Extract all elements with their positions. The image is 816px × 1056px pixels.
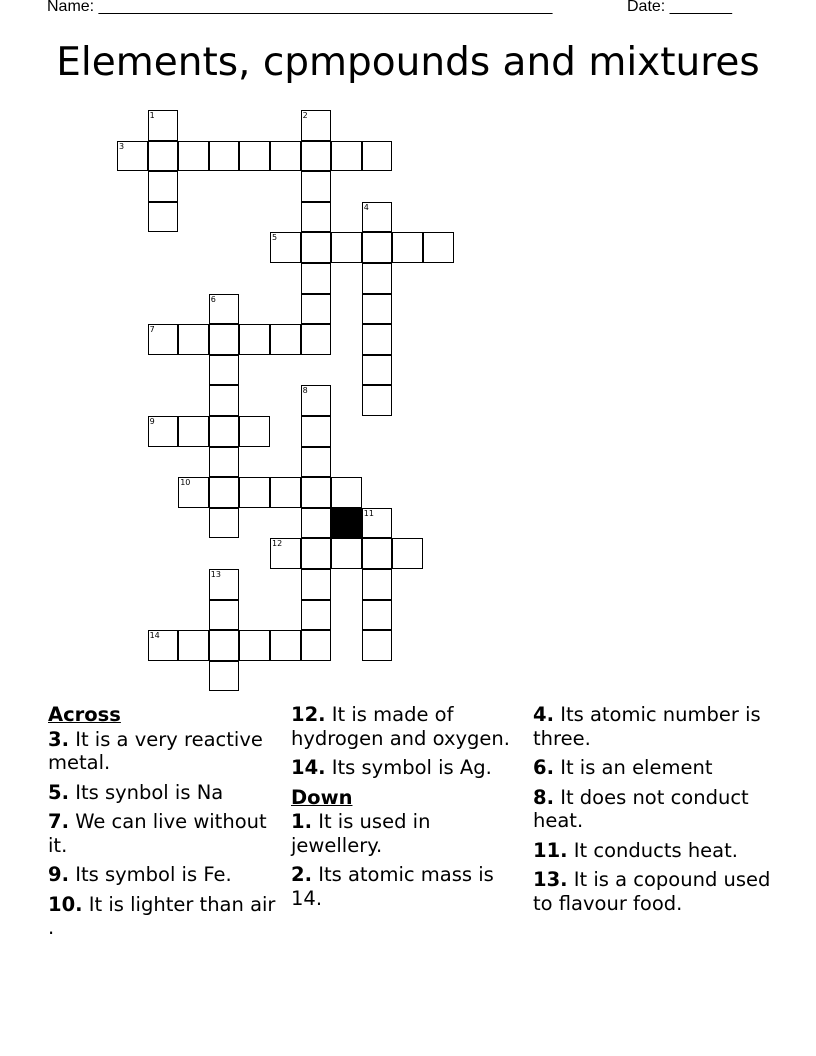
grid-cell[interactable] <box>331 538 362 569</box>
grid-cell[interactable] <box>270 232 301 263</box>
grid-cell[interactable] <box>301 538 332 569</box>
grid-cell[interactable] <box>239 477 270 508</box>
grid-cell[interactable] <box>209 447 240 478</box>
clue-down-11: 11. It conducts heat. <box>533 838 738 862</box>
grid-cell[interactable] <box>209 324 240 355</box>
clue-number: 8 <box>302 386 308 396</box>
grid-cell[interactable] <box>209 477 240 508</box>
grid-cell[interactable] <box>270 324 301 355</box>
grid-cell[interactable] <box>301 294 332 325</box>
grid-cell[interactable] <box>209 294 240 325</box>
grid-cell[interactable] <box>362 141 393 172</box>
clue-number: 12 <box>272 539 283 549</box>
grid-cell[interactable] <box>148 630 179 661</box>
grid-cell[interactable] <box>239 416 270 447</box>
page-title: Elements, cpmpounds and mixtures <box>56 40 760 85</box>
grid-cell[interactable] <box>270 630 301 661</box>
clue-across-9: 9. Its symbol is Fe. <box>48 863 232 886</box>
grid-cell[interactable] <box>301 232 332 263</box>
clue-number: 9 <box>149 417 155 426</box>
grid-cell[interactable] <box>148 141 179 172</box>
clue-across-14: 14. Its symbol is Ag. <box>291 756 492 779</box>
grid-cell[interactable] <box>301 477 332 508</box>
clue-down-4: 4. Its atomic number is three. <box>533 703 761 750</box>
grid-cell[interactable] <box>239 141 270 172</box>
clue-number: 4 <box>363 202 369 212</box>
clue-down-6: 6. It is an element <box>533 756 713 779</box>
clue-column-3 <box>533 703 783 921</box>
grid-cell[interactable] <box>148 110 179 141</box>
clue-number: 3 <box>119 141 125 151</box>
grid-cell[interactable] <box>301 324 332 355</box>
grid-cell[interactable] <box>301 263 332 294</box>
grid-cell[interactable] <box>148 202 179 233</box>
clue-number: 13 <box>210 570 221 579</box>
clue-number: 11 <box>363 508 374 518</box>
grid-cell[interactable] <box>178 416 209 447</box>
grid-cell[interactable] <box>362 232 393 263</box>
clue-column-2 <box>291 703 526 916</box>
grid-cell[interactable] <box>301 171 332 202</box>
grid-cell[interactable] <box>301 110 332 141</box>
grid-cell[interactable] <box>209 385 240 416</box>
grid-cell[interactable] <box>209 141 240 172</box>
grid-cell[interactable] <box>301 630 332 661</box>
grid-cell[interactable] <box>362 385 393 416</box>
clue-number: 6 <box>210 294 216 304</box>
grid-cell[interactable] <box>178 141 209 172</box>
grid-cell[interactable] <box>148 324 179 355</box>
name-field[interactable]: Name: ___________________________________________________ <box>47 0 553 15</box>
grid-cell[interactable] <box>362 600 393 631</box>
grid-cell[interactable] <box>209 600 240 631</box>
grid-cell[interactable] <box>239 324 270 355</box>
clue-number: 7 <box>149 325 155 335</box>
clue-across-5: 5. Its synbol is Na <box>48 780 224 804</box>
grid-cell[interactable] <box>301 141 332 172</box>
clue-across-7: 7. We can live without it. <box>48 810 267 857</box>
grid-cell[interactable] <box>392 538 423 569</box>
grid-cell[interactable] <box>301 416 332 447</box>
grid-cell[interactable] <box>178 324 209 355</box>
grid-cell[interactable] <box>362 569 393 600</box>
clue-number: 1 <box>149 111 155 120</box>
grid-cell[interactable] <box>178 477 209 508</box>
grid-cell[interactable] <box>301 385 332 416</box>
clue-number: 2 <box>302 111 308 120</box>
grid-cell[interactable] <box>331 477 362 508</box>
grid-cell[interactable] <box>301 202 332 233</box>
grid-cell[interactable] <box>362 538 393 569</box>
grid-cell[interactable] <box>148 171 179 202</box>
grid-cell[interactable] <box>362 355 393 386</box>
grid-cell[interactable] <box>117 141 148 172</box>
clue-across-10: 10. It is lighter than air . <box>48 892 276 939</box>
grid-cell[interactable] <box>270 141 301 172</box>
clue-number: 5 <box>272 233 278 243</box>
grid-cell[interactable] <box>423 232 454 263</box>
grid-cell[interactable] <box>331 232 362 263</box>
grid-cell[interactable] <box>239 630 270 661</box>
grid-cell[interactable] <box>331 141 362 172</box>
grid-cell[interactable] <box>178 630 209 661</box>
grid-cell[interactable] <box>301 600 332 631</box>
down-heading: Down <box>291 785 353 809</box>
grid-cell[interactable] <box>209 661 240 692</box>
grid-cell[interactable] <box>301 508 332 539</box>
grid-cell[interactable] <box>301 569 332 600</box>
across-heading: Across <box>48 703 121 726</box>
grid-cell[interactable] <box>362 294 393 325</box>
clue-across-3: 3. It is a very reactive metal. <box>48 727 263 774</box>
grid-cell[interactable] <box>392 232 423 263</box>
clue-column-1 <box>48 703 283 946</box>
grid-cell[interactable] <box>362 630 393 661</box>
clue-down-2: 2. Its atomic mass is 14. <box>291 863 494 910</box>
grid-cell[interactable] <box>301 447 332 478</box>
grid-cell[interactable] <box>209 355 240 386</box>
grid-cell[interactable] <box>270 477 301 508</box>
clue-across-12: 12. It is made of hydrogen and oxygen. <box>291 703 510 750</box>
date-field[interactable]: Date: _______ <box>627 0 732 15</box>
grid-cell[interactable] <box>362 508 393 539</box>
clue-down-8: 8. It does not conduct heat. <box>533 785 749 832</box>
grid-cell[interactable] <box>270 538 301 569</box>
grid-cell[interactable] <box>209 569 240 600</box>
clue-down-1: 1. It is used in jewellery. <box>291 810 431 857</box>
grid-cell[interactable] <box>362 263 393 294</box>
grid-cell[interactable] <box>148 416 179 447</box>
clue-down-13: 13. It is a copound used to flavour food. <box>533 868 771 915</box>
grid-cell[interactable] <box>209 630 240 661</box>
grid-cell[interactable] <box>362 202 393 233</box>
grid-cell[interactable] <box>209 416 240 447</box>
clue-number: 10 <box>180 478 191 488</box>
black-cell <box>331 508 362 539</box>
grid-cell[interactable] <box>362 324 393 355</box>
clue-number: 14 <box>149 631 160 641</box>
grid-cell[interactable] <box>209 508 240 539</box>
